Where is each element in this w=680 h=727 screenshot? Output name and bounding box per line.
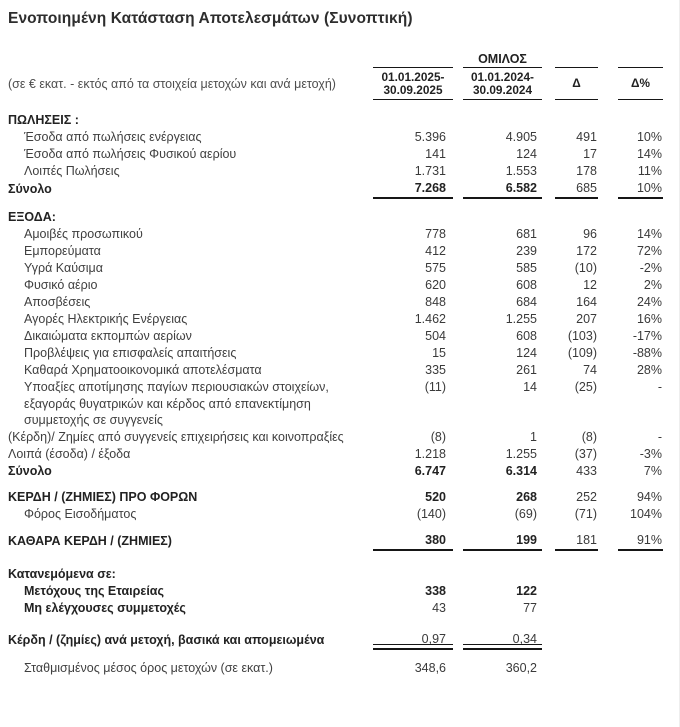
cell-value: (10) bbox=[574, 261, 597, 275]
cell-value bbox=[373, 566, 453, 583]
cell-value: 348,6 bbox=[414, 660, 446, 675]
table-row bbox=[8, 489, 680, 506]
cell-value: 12 bbox=[583, 278, 597, 292]
table-row bbox=[8, 600, 680, 617]
cell-value: 6.747 bbox=[414, 463, 446, 478]
cell-value: 252 bbox=[576, 489, 597, 504]
cell-value: 360,2 bbox=[505, 660, 537, 675]
cell-value: 10% bbox=[618, 180, 663, 199]
cell-value: (8) bbox=[430, 429, 446, 444]
column-header-delta bbox=[555, 67, 598, 100]
cell-value: -88% bbox=[632, 346, 662, 360]
cell-value: 94% bbox=[636, 489, 662, 504]
cell-value bbox=[555, 631, 598, 650]
cell-value: 24% bbox=[636, 295, 662, 309]
cell-value: 681 bbox=[516, 227, 537, 241]
cell-value: 10% bbox=[636, 130, 662, 144]
page-title: Ενοποιημένη Κατάσταση Αποτελεσμάτων (Συνοπτική) bbox=[8, 10, 413, 27]
row-label: Εμπορεύματα bbox=[24, 244, 101, 258]
row-label: Σύνολο bbox=[8, 182, 52, 196]
cell-value: 14 bbox=[523, 380, 537, 394]
cell-value bbox=[463, 209, 542, 226]
cell-value: 608 bbox=[516, 329, 537, 343]
column-header-line: 01.01.2025- bbox=[381, 69, 445, 84]
row-label: Αποσβέσεις bbox=[24, 295, 91, 309]
table-row bbox=[8, 277, 680, 294]
cell-value: 575 bbox=[425, 261, 446, 275]
cell-value: (140) bbox=[416, 506, 446, 521]
cell-value: 96 bbox=[583, 227, 597, 241]
cell-value: 1.731 bbox=[414, 164, 446, 178]
table-row bbox=[8, 163, 680, 180]
row-label: Φόρος Εισοδήματος bbox=[24, 506, 137, 521]
cell-value: 17 bbox=[583, 147, 597, 161]
cell-value: 2% bbox=[643, 278, 662, 292]
cell-value: 335 bbox=[425, 363, 446, 377]
table-header bbox=[8, 52, 680, 100]
row-label: Σύνολο bbox=[8, 463, 52, 478]
cell-value bbox=[618, 566, 663, 583]
cell-value: 261 bbox=[516, 363, 537, 377]
cell-value: 268 bbox=[516, 489, 537, 504]
cell-value: 380 bbox=[373, 532, 453, 551]
cell-value: (69) bbox=[514, 506, 537, 521]
cell-value: - bbox=[657, 429, 662, 444]
cell-value: 0,97 bbox=[373, 631, 453, 650]
column-header-delta-pct bbox=[618, 67, 663, 100]
cell-value: 0,34 bbox=[463, 631, 542, 650]
row-label: Μη ελέγχουσες συμμετοχές bbox=[24, 600, 186, 615]
cell-value: 1 bbox=[530, 429, 537, 444]
cell-value bbox=[618, 209, 663, 226]
cell-value: (25) bbox=[574, 380, 597, 394]
unit-note: (σε € εκατ. - εκτός από τα στοιχεία μετοχών και ανά μετοχή) bbox=[8, 76, 336, 91]
column-header-line: 30.09.2024 bbox=[472, 82, 533, 97]
table-row bbox=[8, 328, 680, 345]
cell-value: -3% bbox=[639, 446, 662, 461]
cell-value: 124 bbox=[516, 346, 537, 360]
cell-value bbox=[373, 112, 453, 129]
cell-value: 14% bbox=[636, 227, 662, 241]
table-row bbox=[8, 463, 680, 480]
cell-value: 207 bbox=[576, 312, 597, 326]
cell-value bbox=[555, 600, 598, 617]
cell-value: 124 bbox=[516, 147, 537, 161]
row-label: Έσοδα από πωλήσεις Φυσικού αερίου bbox=[24, 147, 237, 161]
cell-value bbox=[555, 112, 598, 129]
cell-value bbox=[618, 112, 663, 129]
cell-value: 11% bbox=[637, 164, 662, 178]
table-row bbox=[8, 129, 680, 146]
table-row bbox=[8, 180, 680, 199]
column-header-period-2025 bbox=[373, 67, 453, 100]
cell-value: 74 bbox=[583, 363, 597, 377]
cell-value: 433 bbox=[576, 463, 597, 478]
cell-value: 684 bbox=[516, 295, 537, 309]
row-label: Σταθμισμένος μέσος όρος μετοχών (σε εκατ.) bbox=[24, 660, 273, 675]
cell-value: (109) bbox=[567, 346, 597, 360]
cell-value bbox=[618, 583, 663, 600]
cell-value: 28% bbox=[636, 363, 662, 377]
table-row bbox=[8, 506, 680, 523]
cell-value: (103) bbox=[567, 329, 597, 343]
cell-value: - bbox=[657, 380, 662, 394]
row-label: (Κέρδη)/ Ζημίες από συγγενείς επιχειρήσεις και κοινοπραξίες bbox=[8, 429, 344, 444]
cell-value: 72% bbox=[636, 244, 662, 258]
table-row bbox=[8, 362, 680, 379]
cell-value: 1.255 bbox=[505, 312, 537, 326]
cell-value: 122 bbox=[516, 583, 537, 598]
table-row bbox=[8, 429, 680, 446]
table-row bbox=[8, 294, 680, 311]
cell-value bbox=[618, 631, 663, 650]
cell-value: (37) bbox=[574, 446, 597, 461]
cell-value: 491 bbox=[576, 130, 597, 144]
row-label: Προβλέψεις για επισφαλείς απαιτήσεις bbox=[24, 346, 237, 360]
column-header-line: 01.01.2024- bbox=[471, 69, 534, 84]
row-label: Αμοιβές προσωπικού bbox=[24, 227, 143, 241]
cell-value bbox=[618, 660, 663, 677]
column-header-period-2024 bbox=[463, 67, 542, 100]
row-label: Δικαιώματα εκπομπών αερίων bbox=[24, 329, 192, 343]
cell-value bbox=[463, 566, 542, 583]
table-row bbox=[8, 583, 680, 600]
cell-value: 104% bbox=[630, 506, 662, 521]
row-label: Λοιπά (έσοδα) / έξοδα bbox=[8, 446, 131, 461]
row-label: Φυσικό αέριο bbox=[24, 278, 98, 292]
cell-value bbox=[555, 566, 598, 583]
table-row bbox=[8, 243, 680, 260]
table-row bbox=[8, 446, 680, 463]
column-header-line: Δ% bbox=[631, 76, 650, 90]
column-header-line: 30.09.2025 bbox=[383, 82, 443, 97]
row-label: ΕΞΟΔΑ: bbox=[8, 210, 56, 224]
cell-value: 178 bbox=[576, 164, 597, 178]
cell-value: 43 bbox=[432, 600, 446, 615]
cell-value bbox=[463, 112, 542, 129]
table-row bbox=[8, 112, 680, 129]
cell-value: 1.462 bbox=[414, 312, 446, 326]
table-row bbox=[8, 660, 680, 677]
row-label: ΚΑΘΑΡΑ ΚΕΡΔΗ / (ΖΗΜΙΕΣ) bbox=[8, 533, 172, 548]
cell-value: 1.255 bbox=[505, 446, 537, 461]
row-label: Καθαρά Χρηματοοικονομικά αποτελέσματα bbox=[24, 363, 262, 377]
table-row bbox=[8, 532, 680, 551]
row-label: Αγορές Ηλεκτρικής Ενέργειας bbox=[24, 312, 188, 326]
cell-value: 15 bbox=[432, 346, 446, 360]
cell-value: 1.218 bbox=[414, 446, 446, 461]
cell-value: 239 bbox=[516, 244, 537, 258]
row-label: Κέρδη / (ζημίες) ανά μετοχή, βασικά και απομειωμένα bbox=[8, 632, 325, 647]
cell-value: 172 bbox=[576, 244, 597, 258]
row-label: Λοιπές Πωλήσεις bbox=[24, 164, 120, 178]
table-row bbox=[8, 146, 680, 163]
cell-value: 141 bbox=[425, 147, 446, 161]
table-body bbox=[8, 112, 680, 677]
table-row bbox=[8, 631, 680, 650]
row-label: Μετόχους της Εταιρείας bbox=[24, 583, 164, 598]
cell-value: 412 bbox=[425, 244, 446, 258]
cell-value: (11) bbox=[424, 380, 446, 394]
cell-value: 520 bbox=[425, 489, 446, 504]
cell-value: 848 bbox=[425, 295, 446, 309]
cell-value: 6.314 bbox=[505, 463, 537, 478]
cell-value: 164 bbox=[576, 295, 597, 309]
group-column-header: ΟΜΙΛΟΣ bbox=[478, 52, 527, 66]
column-header-line: Δ bbox=[572, 76, 581, 90]
cell-value bbox=[555, 209, 598, 226]
cell-value bbox=[618, 600, 663, 617]
cell-value: (8) bbox=[581, 429, 597, 444]
row-label: Κατανεμόμενα σε: bbox=[8, 566, 116, 581]
cell-value: 620 bbox=[425, 278, 446, 292]
cell-value: 14% bbox=[636, 147, 662, 161]
cell-value: 7% bbox=[643, 463, 662, 478]
table-row bbox=[8, 226, 680, 243]
cell-value bbox=[555, 583, 598, 600]
cell-value: 7.268 bbox=[373, 180, 453, 199]
row-label: Υγρά Καύσιμα bbox=[24, 261, 103, 275]
table-row bbox=[8, 345, 680, 362]
cell-value: 4.905 bbox=[505, 130, 537, 144]
cell-value: 5.396 bbox=[414, 130, 446, 144]
row-label: ΠΩΛΗΣΕΙΣ : bbox=[8, 113, 79, 127]
cell-value: 199 bbox=[463, 532, 542, 551]
table-row bbox=[8, 311, 680, 328]
table-row bbox=[8, 379, 680, 429]
cell-value: 585 bbox=[516, 261, 537, 275]
cell-value bbox=[373, 209, 453, 226]
table-row bbox=[8, 260, 680, 277]
row-label: Έσοδα από πωλήσεις ενέργειας bbox=[24, 130, 202, 144]
cell-value: (71) bbox=[574, 506, 597, 521]
cell-value: 16% bbox=[636, 312, 662, 326]
cell-value: 608 bbox=[516, 278, 537, 292]
cell-value: 77 bbox=[523, 600, 537, 615]
cell-value: 181 bbox=[555, 532, 598, 551]
cell-value: 685 bbox=[555, 180, 598, 199]
cell-value: 1.553 bbox=[505, 164, 537, 178]
cell-value: 91% bbox=[618, 532, 663, 551]
cell-value: -17% bbox=[632, 329, 662, 343]
cell-value: 338 bbox=[425, 583, 446, 598]
cell-value: -2% bbox=[639, 261, 662, 275]
cell-value: 6.582 bbox=[463, 180, 542, 199]
row-label: ΚΕΡΔΗ / (ΖΗΜΙΕΣ) ΠΡΟ ΦΟΡΩΝ bbox=[8, 489, 198, 504]
cell-value bbox=[555, 660, 598, 677]
table-row bbox=[8, 209, 680, 226]
cell-value: 778 bbox=[425, 227, 446, 241]
row-label: Υποαξίες αποτίμησης παγίων περιουσιακών στοιχείων, εξαγοράς θυγατρικών και κέρδος από επανεκτίμηση συμμετοχής σε συγγενείς bbox=[24, 380, 329, 427]
cell-value: 504 bbox=[425, 329, 446, 343]
table-row bbox=[8, 566, 680, 583]
